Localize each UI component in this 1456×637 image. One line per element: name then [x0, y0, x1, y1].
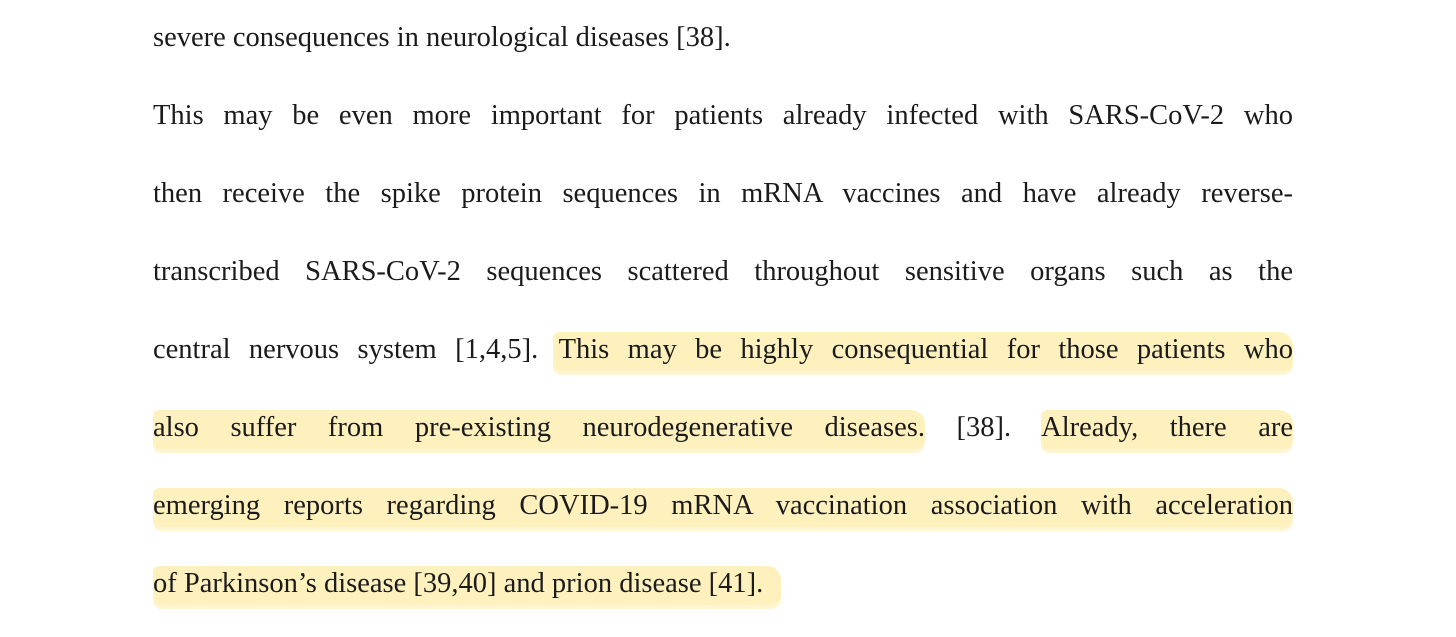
highlighted-text: Already, there are [1041, 410, 1293, 449]
text-line [153, 174, 1293, 214]
highlighted-text: also suffer from pre-existing neurodegenerative diseases. [153, 410, 925, 449]
text-line [153, 330, 1293, 370]
text-segment: then receive the spike protein sequences in mRNA vaccines and have already reverse- [153, 178, 1293, 209]
highlighted-text: emerging reports regarding COVID-19 mRNA vaccination association with acceleration [153, 488, 1293, 527]
text-segment: severe consequences in neurological diseases [38]. [153, 22, 731, 53]
highlighted-text: of Parkinson’s disease [39,40] and prion disease [41]. [153, 566, 781, 605]
text-line [153, 486, 1293, 526]
text-segment: This may be even more important for patients already infected with SARS-CoV-2 who [153, 100, 1293, 131]
text-line [153, 252, 1293, 292]
text-line [153, 564, 1293, 604]
citation-text: [38]. [956, 412, 1012, 443]
text-segment: transcribed SARS-CoV-2 sequences scattered throughout sensitive organs such as the [153, 256, 1293, 287]
text-line [153, 408, 1293, 448]
text-segment: central nervous system [1,4,5]. [153, 334, 539, 365]
text-line [153, 18, 1293, 58]
highlighted-text: This may be highly consequential for those patients who [553, 332, 1293, 371]
text-line [153, 96, 1293, 136]
